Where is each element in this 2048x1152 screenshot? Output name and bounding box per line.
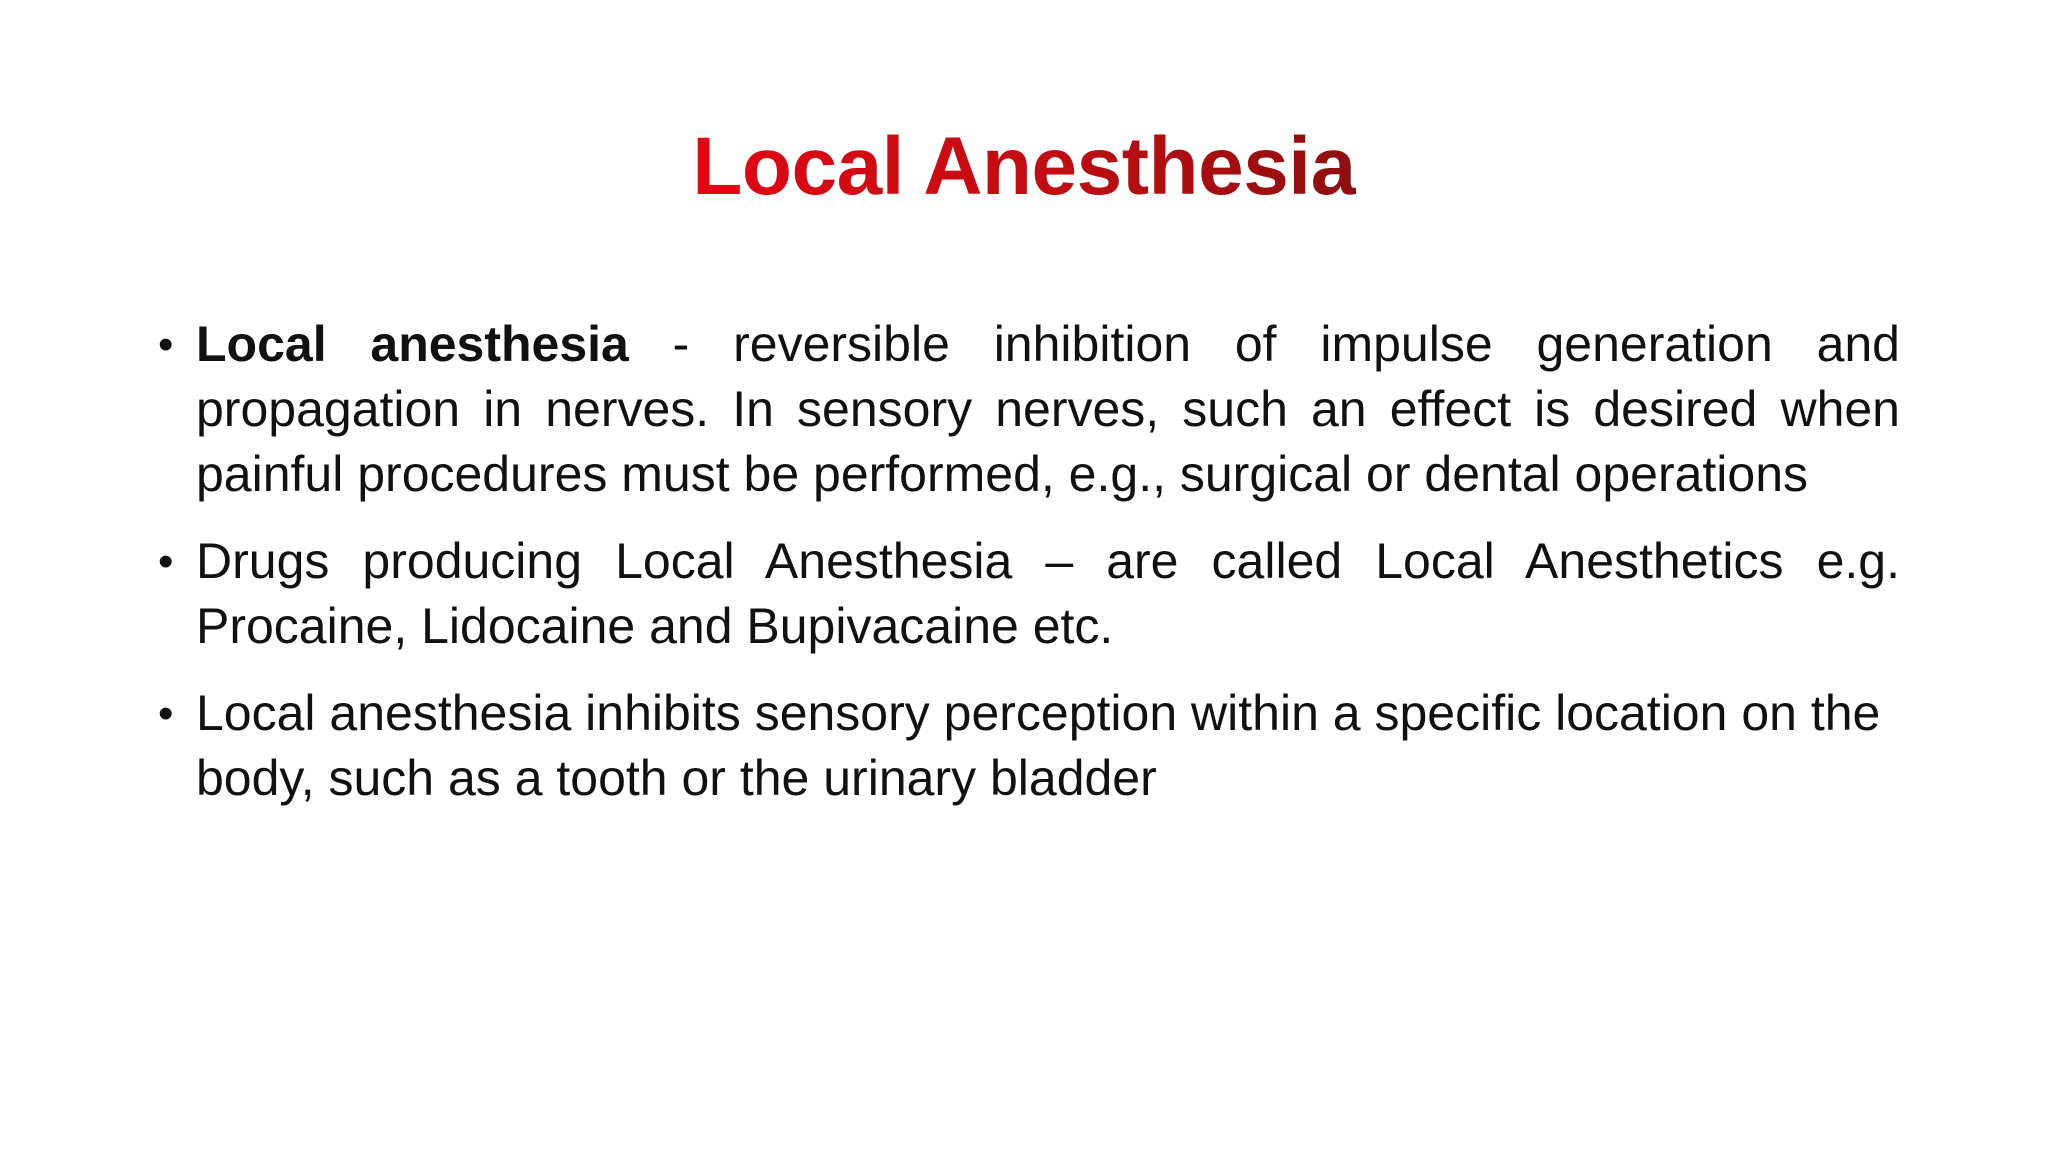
- bullet-item: [150, 681, 1900, 811]
- bullet-item: [150, 529, 1900, 659]
- bullet-text: - reversible inhibition of impulse generation and propagation in nerves. In sensory nerves, such an effect is desired when painful procedures must be performed, e.g., surgical or dental operations: [196, 316, 1900, 502]
- bullet-icon: •: [158, 689, 174, 738]
- slide-title-text: Local Anesthesia: [692, 121, 1356, 212]
- slide-title: [0, 118, 2048, 216]
- bullet-term: Local anesthesia: [196, 316, 629, 372]
- bullet-list: [150, 312, 1900, 833]
- bullet-icon: •: [158, 320, 174, 369]
- bullet-item: [150, 312, 1900, 507]
- bullet-text: Local anesthesia inhibits sensory perception within a specific location on the body, such as a tooth or the urinary bladder: [196, 685, 1881, 806]
- bullet-text: Drugs producing Local Anesthesia – are called Local Anesthetics e.g. Procaine, Lidocaine and Bupivacaine etc.: [196, 533, 1900, 654]
- bullet-icon: •: [158, 537, 174, 586]
